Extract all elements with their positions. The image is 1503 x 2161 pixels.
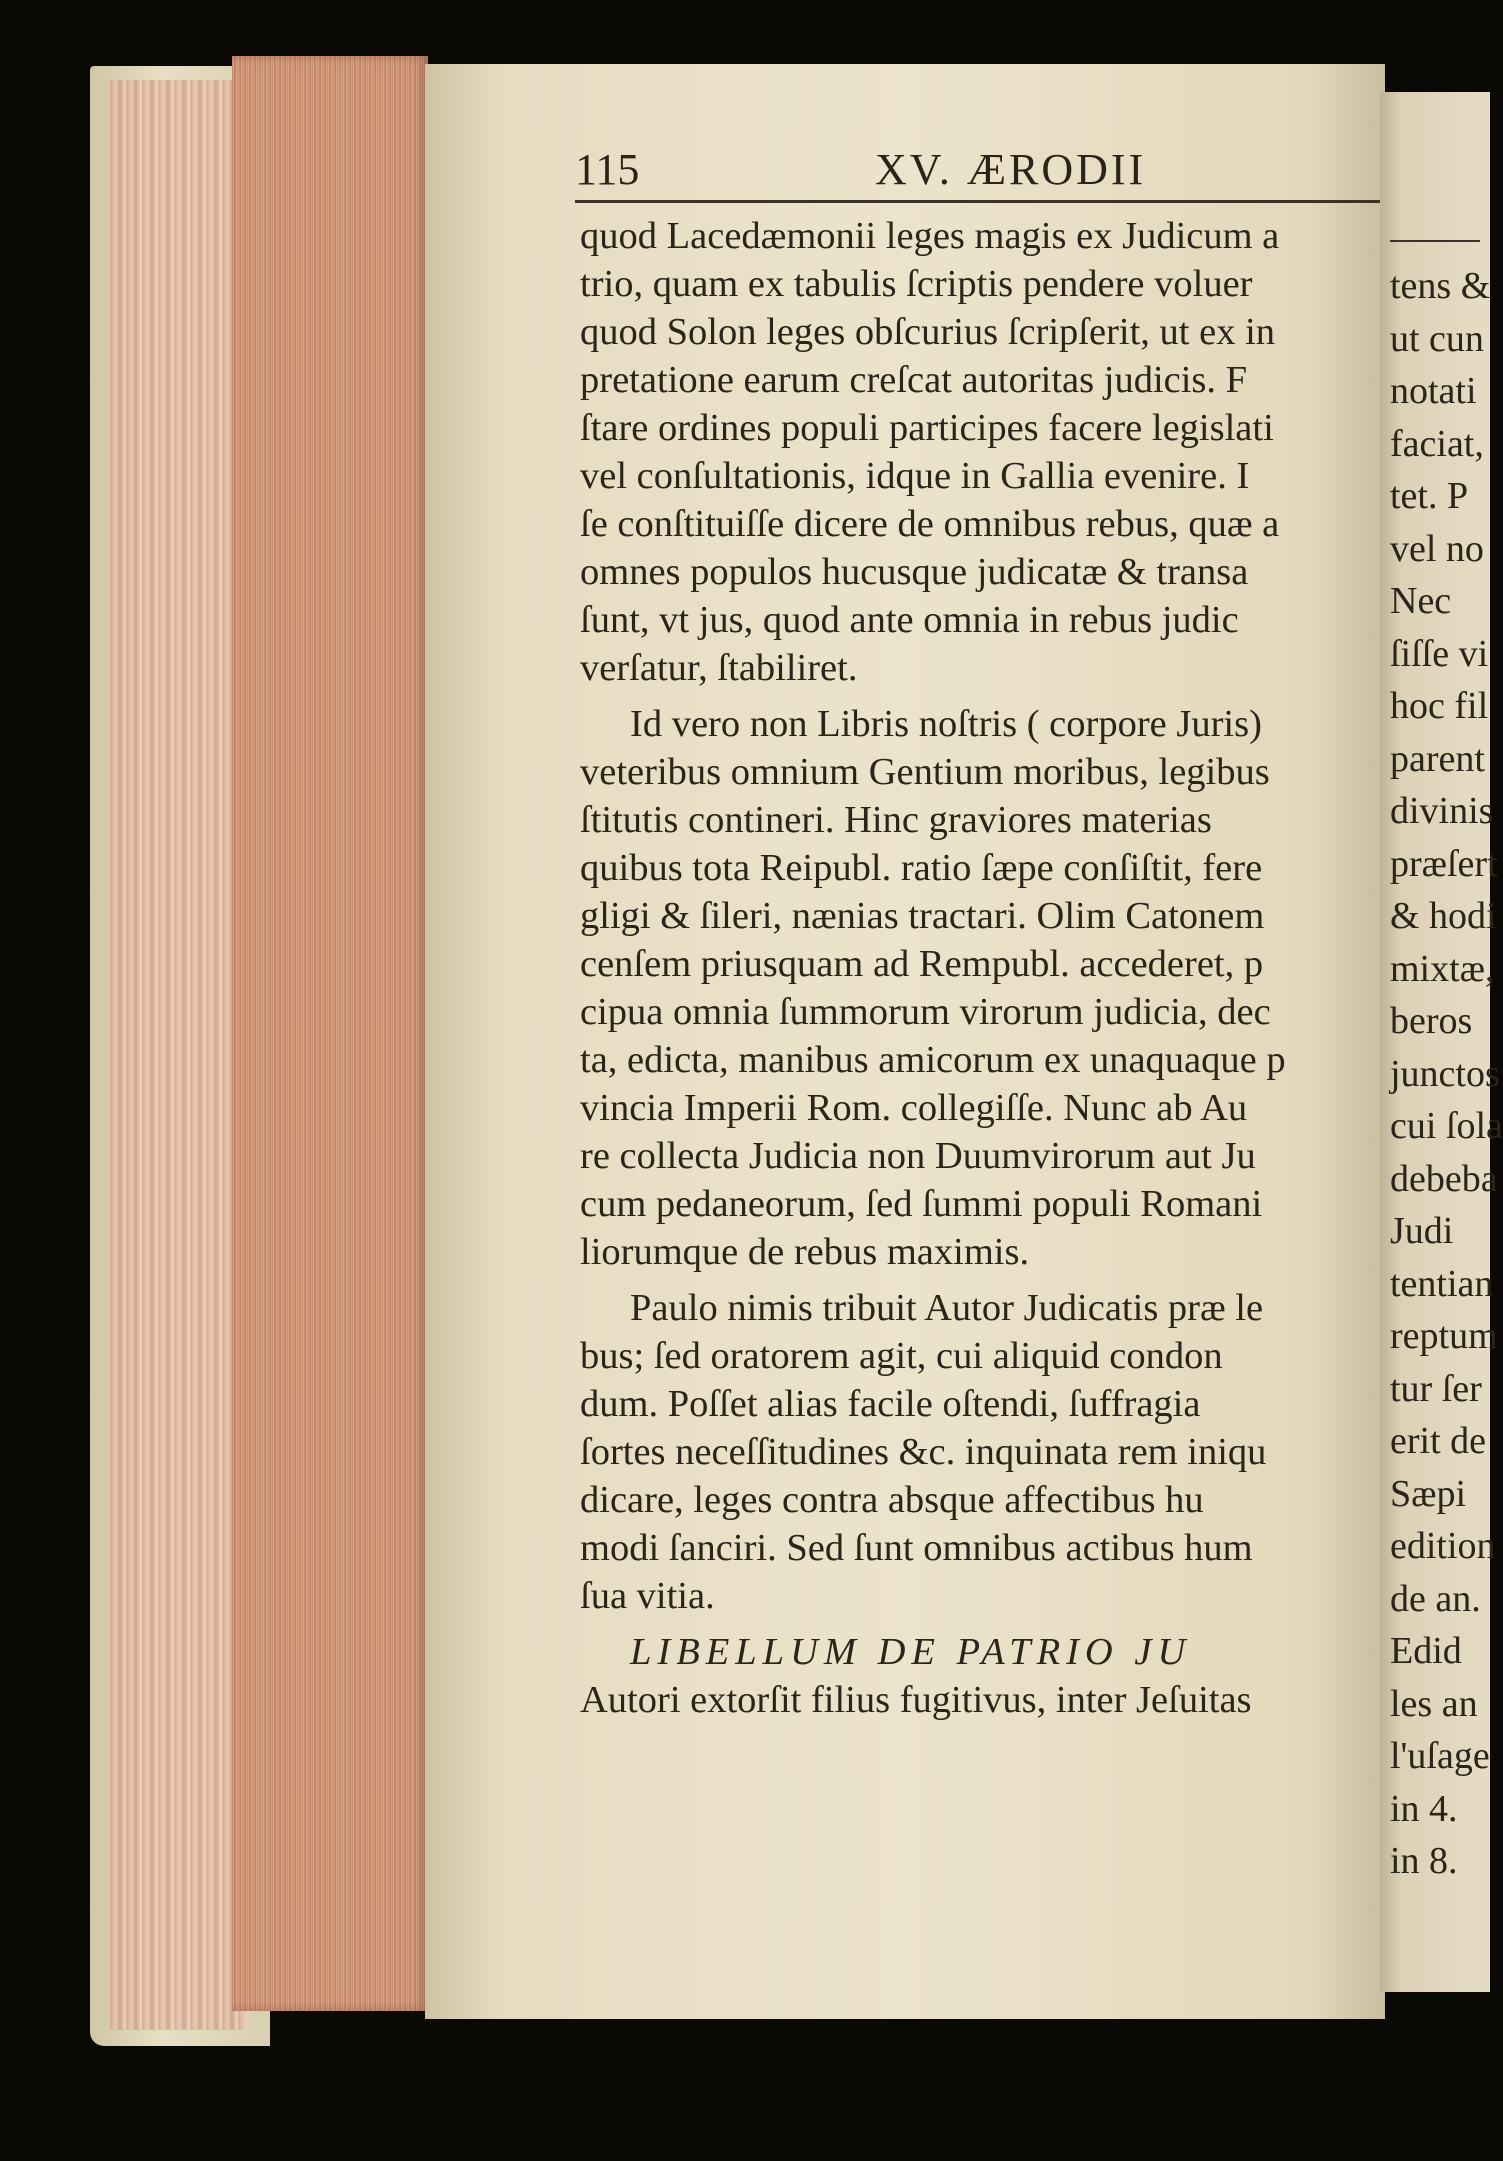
facing-line: divinis <box>1390 790 1494 832</box>
facing-line: tur ſer <box>1390 1367 1482 1410</box>
page-block-edge <box>232 56 428 2011</box>
text-line: dicare, leges contra absque affectibus hu <box>580 1479 1204 1521</box>
facing-line: tentian <box>1390 1262 1494 1305</box>
facing-line: les an <box>1390 1682 1478 1725</box>
facing-line: notati <box>1390 370 1477 412</box>
text-line: Paulo nimis tribuit Autor Judicatis præ le <box>630 1287 1264 1329</box>
facing-line: Judi <box>1390 1210 1454 1252</box>
facing-line: cui ſola <box>1390 1105 1503 1147</box>
text-line: pretatione earum creſcat autoritas judicis. F <box>580 359 1248 401</box>
text-line: quod Lacedæmonii leges magis ex Judicum a <box>580 215 1280 257</box>
facing-line: debeba <box>1390 1157 1498 1200</box>
facing-line: hoc fil <box>1390 685 1489 727</box>
text-line: gligi & ſileri, nænias tractari. Olim Catonem <box>580 895 1265 937</box>
facing-line: in 8. <box>1390 1840 1458 1882</box>
left-page <box>425 64 1385 2019</box>
text-line: Autori extorſit filius fugitivus, inter Jeſuitas <box>580 1679 1252 1721</box>
page-number: 115 <box>575 145 640 194</box>
text-line: bus; ſed oratorem agit, cui aliquid condon <box>580 1335 1223 1377</box>
facing-line: tens & <box>1390 265 1491 307</box>
running-head: XV. ÆRODII <box>875 145 1147 194</box>
page-header <box>575 144 1395 214</box>
body-text <box>580 212 1420 1724</box>
text-line: veteribus omnium Gentium moribus, legibus <box>580 751 1270 793</box>
facing-line: Edid <box>1390 1630 1462 1672</box>
facing-line: faciat, <box>1390 422 1484 465</box>
text-line: vincia Imperii Rom. collegiſſe. Nunc ab Au <box>580 1087 1248 1129</box>
text-line: ſe conſtituiſſe dicere de omnibus rebus, quæ a <box>580 503 1280 545</box>
facing-line: edition <box>1390 1525 1496 1567</box>
text-line: quod Solon leges obſcurius ſcripſerit, ut ex in <box>580 311 1276 353</box>
text-line: ſtare ordines populi participes facere legislati <box>580 407 1274 449</box>
facing-page <box>1380 92 1503 1992</box>
text-line: Id vero non Libris noſtris ( corpore Juris) <box>630 703 1262 745</box>
facing-line: de an. <box>1390 1577 1481 1620</box>
facing-line: Nec <box>1390 580 1452 622</box>
facing-line: vel no <box>1390 527 1484 570</box>
header-rule <box>575 200 1395 203</box>
facing-line: & hodi <box>1390 895 1497 937</box>
text-line: dum. Poſſet alias facile oſtendi, ſuffragia <box>580 1383 1201 1425</box>
facing-line: mixtæ, <box>1390 947 1495 990</box>
text-line: ſua vitia. <box>580 1575 715 1617</box>
text-line: re collecta Judicia non Duumvirorum aut Ju <box>580 1135 1256 1177</box>
text-line: omnes populos hucusque judicatæ & transa <box>580 551 1249 593</box>
text-line: ſtitutis contineri. Hinc graviores materias <box>580 799 1212 841</box>
facing-line: l'uſage <box>1390 1735 1490 1777</box>
text-line: cum pedaneorum, ſed ſummi populi Romani <box>580 1183 1263 1225</box>
facing-line: parent <box>1390 737 1485 780</box>
cover-edge <box>110 80 245 2030</box>
facing-line: junctos <box>1390 1052 1500 1095</box>
facing-line: reptum <box>1390 1315 1498 1357</box>
text-line: ſunt, vt jus, quod ante omnia in rebus judic <box>580 599 1239 641</box>
facing-header-rule <box>1390 240 1480 242</box>
text-line: vel conſultationis, idque in Gallia evenire. I <box>580 455 1250 497</box>
text-line: ta, edicta, manibus amicorum ex unaquaque p <box>580 1039 1286 1081</box>
facing-line: beros <box>1390 1000 1473 1042</box>
text-line: verſatur, ſtabiliret. <box>580 647 858 689</box>
facing-line: in 4. <box>1390 1787 1458 1830</box>
facing-page-text <box>1390 260 1503 1888</box>
text-line: cipua omnia ſummorum virorum judicia, dec <box>580 991 1271 1033</box>
facing-line: tet. P <box>1390 475 1469 517</box>
facing-line: præſert <box>1390 842 1498 885</box>
facing-line: Sæpi <box>1390 1472 1467 1515</box>
text-line: trio, quam ex tabulis ſcriptis pendere voluer <box>580 263 1253 305</box>
text-line: ſortes neceſſitudines &c. inquinata rem iniqu <box>580 1431 1267 1473</box>
text-line: modi ſanciri. Sed ſunt omnibus actibus hum <box>580 1527 1253 1569</box>
facing-line: ſiſſe vi <box>1390 632 1489 675</box>
italic-heading-line: LIBELLUM DE PATRIO JU <box>630 1631 1192 1673</box>
text-line: quibus tota Reipubl. ratio ſæpe conſiſtit, fere <box>580 847 1263 889</box>
facing-line: erit de <box>1390 1420 1487 1462</box>
text-line: liorumque de rebus maximis. <box>580 1231 1030 1273</box>
facing-line: ut cun <box>1390 317 1484 360</box>
text-line: cenſem priusquam ad Rempubl. accederet, p <box>580 943 1264 985</box>
